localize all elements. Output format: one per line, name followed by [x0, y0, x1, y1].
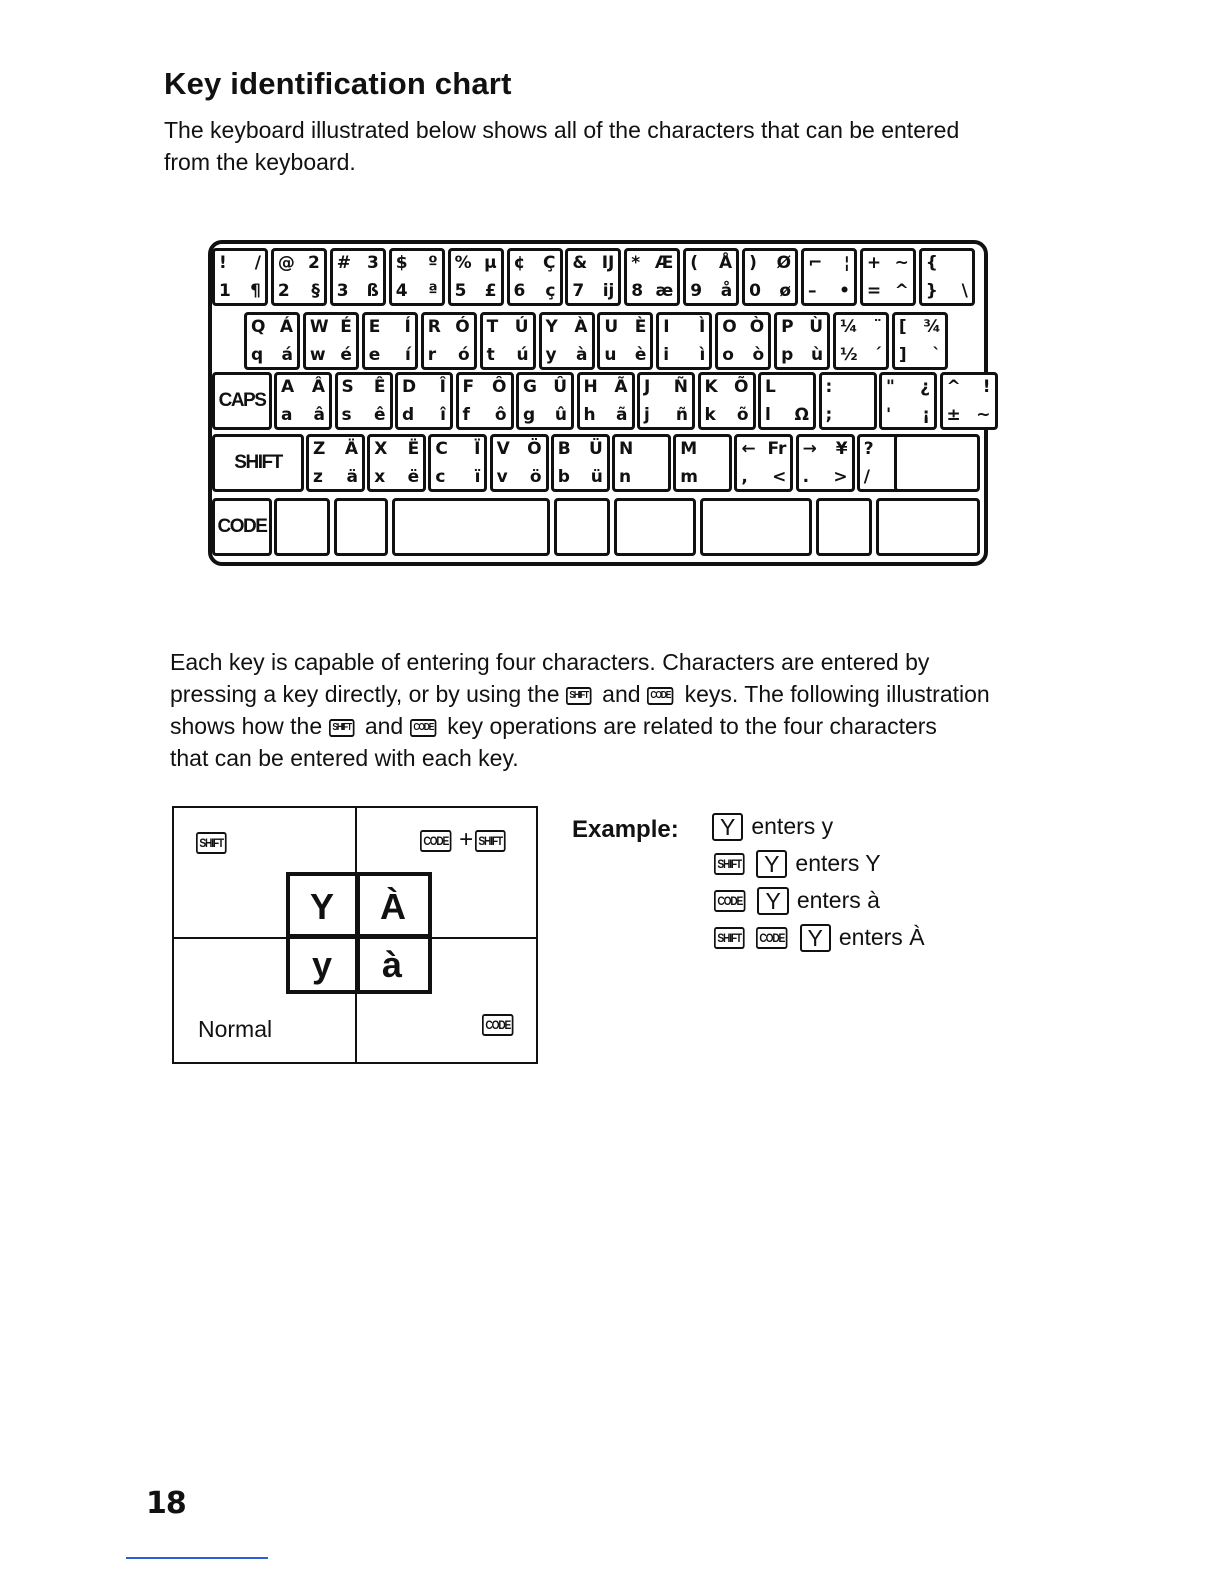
- desc-line-4: that can be entered with each key.: [170, 745, 519, 771]
- desc-line-3-and: and: [364, 713, 404, 739]
- key-char-br: ç: [545, 281, 556, 301]
- key-cap: [565, 248, 621, 306]
- key-char-br: õ: [736, 405, 749, 425]
- key-char-bl: =: [866, 281, 882, 301]
- key-char-tl: K: [704, 377, 718, 397]
- blank-key: [614, 498, 696, 556]
- key-char-br: é: [340, 345, 352, 365]
- key-char-bl: i: [663, 345, 670, 365]
- blank-key: [894, 434, 980, 492]
- keyboard-illustration: [208, 240, 991, 566]
- key-char-bl: c: [435, 467, 446, 487]
- sample-key-divider-h: [290, 934, 428, 937]
- shift-key-icon: SHIFT: [329, 719, 354, 737]
- key-char-tl: U: [604, 317, 619, 337]
- code-key-icon: CODE: [647, 687, 674, 705]
- key-char-tr: º: [428, 253, 438, 273]
- key-cap: [428, 434, 487, 492]
- key-char-tr: ~: [894, 253, 909, 273]
- shift-key-icon: SHIFT: [475, 830, 505, 852]
- example-text-1: enters y: [751, 813, 834, 840]
- key-char-br: ö: [529, 467, 542, 487]
- key-char-tl: N: [619, 439, 634, 459]
- key-cap: [758, 372, 816, 430]
- key-char-br: ß: [366, 281, 379, 301]
- key-char-bl: /: [863, 467, 871, 487]
- desc-line-2-and: and: [602, 681, 641, 707]
- key-char-bl: 7: [572, 281, 585, 301]
- key-char-br: >: [833, 467, 848, 487]
- key-char-br: à: [576, 345, 588, 365]
- key-char-tl: ←: [741, 439, 756, 459]
- key-char-tl: Q: [251, 317, 266, 337]
- key-char-bl: 9: [690, 281, 703, 301]
- key-char-bl: p: [781, 345, 794, 365]
- intro-paragraph: [164, 114, 1064, 178]
- key-char-tr: Ë: [407, 439, 420, 459]
- intro-line-1: The keyboard illustrated below shows all of the characters that can be entered: [164, 117, 960, 143]
- desc-line-2-start: pressing a key directly, or by using the: [170, 681, 560, 707]
- example-line-3: [714, 886, 880, 915]
- key-char-tl: T: [486, 317, 499, 337]
- key-char-bl: h: [583, 405, 596, 425]
- key-cap: [480, 312, 536, 370]
- key-char-tl: #: [336, 253, 352, 273]
- desc-line-2: [170, 678, 1060, 710]
- key-char-tr: Á: [279, 317, 293, 337]
- key-char-bl: 1: [219, 281, 231, 301]
- example-text-3: enters à: [796, 887, 880, 914]
- key-char-br: æ: [655, 281, 674, 301]
- key-char-br: è: [634, 345, 647, 365]
- sample-key-divider-v: [357, 876, 360, 990]
- blank-key: [274, 498, 330, 556]
- key-char-tl: ¢: [513, 253, 526, 273]
- example-line-1: [712, 812, 833, 841]
- key-cap: [715, 312, 771, 370]
- key-char-tl: $: [395, 253, 408, 273]
- key-char-bl: ±: [946, 405, 961, 425]
- blank-key: [876, 498, 980, 556]
- key-char-tr: 2: [308, 253, 320, 273]
- key-cap: [819, 372, 877, 430]
- key-char-tr: Fr: [767, 439, 787, 459]
- key-char-tr: È: [634, 317, 647, 337]
- key-char-bl: 8: [631, 281, 644, 301]
- key-cap: [833, 312, 889, 370]
- example-text-4: enters À: [838, 924, 925, 951]
- key-char-tl: H: [583, 377, 598, 397]
- key-cap: [801, 248, 857, 306]
- key-char-bl: 5: [454, 281, 467, 301]
- key-char-bl: 0: [749, 281, 761, 301]
- key-cap: [539, 312, 595, 370]
- key-char-tl: Y: [545, 317, 558, 337]
- key-char-br: ä: [346, 467, 358, 487]
- key-char-tl: X: [374, 439, 388, 459]
- key-cap: [742, 248, 798, 306]
- key-char-br: §: [311, 281, 320, 301]
- blank-key: [816, 498, 872, 556]
- key-char-br: ~: [976, 405, 991, 425]
- key-char-bl: n: [619, 467, 632, 487]
- example-label: Example:: [572, 816, 679, 843]
- key-char-tl: F: [462, 377, 475, 397]
- code-key-icon: CODE: [714, 890, 746, 912]
- key-char-bl: z: [313, 467, 323, 487]
- key-char-tr: Ü: [588, 439, 603, 459]
- key-char-tr: ¥: [835, 439, 848, 459]
- blank-key: [334, 498, 388, 556]
- modifier-key-label: SHIFT: [234, 452, 282, 473]
- key-char-bl: l: [765, 405, 771, 425]
- key-char-tl: J: [644, 377, 651, 397]
- key-char-br: ó: [458, 345, 470, 365]
- example-line-2: [714, 849, 881, 878]
- key-char-bl: ;: [825, 405, 833, 425]
- key-cap: [456, 372, 514, 430]
- y-key-icon: Y: [800, 924, 831, 952]
- key-char-tr: µ: [484, 253, 497, 273]
- key-char-tr: Ç: [543, 253, 556, 273]
- key-char-tr: ¦: [843, 253, 850, 273]
- key-char-tl: [: [898, 317, 907, 337]
- key-char-tl: C: [435, 439, 448, 459]
- key-char-tr: Ø: [776, 253, 792, 273]
- key-char-tl: O: [722, 317, 737, 337]
- desc-line-3-end: key operations are related to the four characters: [447, 713, 937, 739]
- key-char-bl: 4: [395, 281, 408, 301]
- key-char-tr: Ã: [614, 377, 628, 397]
- key-char-bl: f: [462, 405, 470, 425]
- key-cap: [367, 434, 426, 492]
- key-char-br: ù: [810, 345, 824, 365]
- key-char-tl: L: [765, 377, 776, 397]
- caps-key: [212, 372, 272, 430]
- key-cap: [673, 434, 732, 492]
- example-text-2: enters Y: [795, 850, 881, 877]
- key-cap: [774, 312, 830, 370]
- key-char-tl: ¼: [840, 317, 858, 337]
- key-char-tr: IJ: [601, 253, 615, 273]
- key-cap: [940, 372, 998, 430]
- key-cap: [860, 248, 916, 306]
- key-char-br: ¶: [250, 281, 261, 301]
- key-cap: [335, 372, 393, 430]
- key-char-br: í: [404, 345, 411, 365]
- key-cap: [212, 248, 268, 306]
- example-line-4: [714, 923, 925, 952]
- space-key: [392, 498, 550, 556]
- key-char-bl: d: [402, 405, 415, 425]
- key-char-tl: Z: [313, 439, 326, 459]
- key-char-br: ´: [873, 345, 882, 365]
- key-char-bl: v: [496, 467, 508, 487]
- blank-key: [554, 498, 610, 556]
- key-char-br: `: [932, 345, 941, 365]
- key-char-tl: *: [631, 253, 641, 273]
- key-char-tl: →: [802, 439, 817, 459]
- shift-key-icon: SHIFT: [566, 687, 591, 705]
- key-char-bl: g: [523, 405, 536, 425]
- key-char-tl: W: [309, 317, 329, 337]
- key-char-tl: %: [454, 253, 472, 273]
- key-char-tr: É: [340, 317, 352, 337]
- key-char-tl: :: [825, 377, 833, 397]
- key-char-tl: @: [277, 253, 295, 273]
- key-cap: [551, 434, 610, 492]
- key-cap: [597, 312, 653, 370]
- key-char-tr: Ï: [474, 439, 481, 459]
- key-cap: [448, 248, 504, 306]
- lower-normal-char: y: [312, 944, 333, 985]
- key-cap: [612, 434, 671, 492]
- key-char-tl: I: [663, 317, 670, 337]
- desc-line-1: Each key is capable of entering four characters. Characters are entered by: [170, 649, 930, 675]
- key-char-tl: G: [523, 377, 537, 397]
- key-cap: [362, 312, 418, 370]
- key-char-br: \: [961, 281, 968, 301]
- key-char-br: ê: [373, 405, 386, 425]
- key-char-br: ü: [590, 467, 603, 487]
- key-char-bl: ½: [840, 345, 858, 365]
- key-char-br: ij: [602, 281, 615, 301]
- key-char-br: ã: [616, 405, 628, 425]
- key-char-bl: 6: [513, 281, 526, 301]
- key-char-bl: x: [374, 467, 386, 487]
- key-char-tr: Ê: [373, 377, 386, 397]
- key-char-bl: a: [281, 405, 293, 425]
- key-cap: [892, 312, 948, 370]
- key-char-tr: Ò: [749, 317, 765, 337]
- y-key-icon: Y: [712, 813, 743, 841]
- key-cap: [683, 248, 739, 306]
- key-char-br: ô: [494, 405, 507, 425]
- key-char-tl: R: [427, 317, 441, 337]
- key-char-tr: Ù: [809, 317, 824, 337]
- shift-key-icon: SHIFT: [714, 853, 744, 875]
- key-char-tl: (: [690, 253, 698, 273]
- key-char-tr: Â: [311, 377, 325, 397]
- description-paragraph: [170, 646, 1060, 774]
- page-number: 18: [146, 1486, 186, 1521]
- key-char-bl: b: [557, 467, 570, 487]
- key-char-tr: Ì: [698, 317, 706, 337]
- key-cap: [656, 312, 712, 370]
- key-char-tl: E: [368, 317, 381, 337]
- key-cap: [421, 312, 477, 370]
- footer-rule: [126, 1557, 268, 1559]
- key-char-tr: Õ: [734, 377, 749, 397]
- key-char-tr: ¨: [873, 317, 882, 337]
- key-char-br: ø: [779, 281, 792, 301]
- shift-key-icon: SHIFT: [714, 927, 744, 949]
- key-char-bl: s: [341, 405, 352, 425]
- key-char-br: £: [484, 281, 497, 301]
- upper-normal-char: Y: [310, 886, 335, 927]
- key-char-tl: ^: [946, 377, 961, 397]
- blank-key: [700, 498, 812, 556]
- key-char-tl: V: [496, 439, 510, 459]
- key-char-tr: Ö: [527, 439, 542, 459]
- key-char-bl: m: [680, 467, 698, 487]
- key-cap: [395, 372, 453, 430]
- key-char-bl: j: [644, 405, 650, 425]
- key-char-br: å: [720, 281, 733, 301]
- key-char-br: Ω: [794, 405, 809, 425]
- key-char-bl: ': [886, 405, 892, 425]
- key-char-br: ï: [474, 467, 481, 487]
- key-char-bl: t: [486, 345, 495, 365]
- key-char-bl: 2: [277, 281, 290, 301]
- key-cap: [274, 372, 332, 430]
- key-char-br: â: [313, 405, 325, 425]
- key-char-br: ª: [428, 281, 438, 301]
- key-cap: [796, 434, 855, 492]
- modifier-key-label: CODE: [217, 516, 267, 537]
- key-char-tr: 3: [366, 253, 379, 273]
- normal-label: Normal: [198, 1016, 273, 1042]
- key-char-br: ¡: [922, 405, 930, 425]
- key-char-bl: w: [309, 345, 326, 365]
- key-char-tl: ?: [863, 439, 874, 459]
- code-key-icon: CODE: [482, 1014, 514, 1036]
- key-cap: [306, 434, 365, 492]
- key-char-bl: k: [704, 405, 716, 425]
- key-cap: [389, 248, 445, 306]
- key-cap: [879, 372, 937, 430]
- code-key: [212, 498, 272, 556]
- code-key-icon: CODE: [410, 719, 437, 737]
- key-char-br: á: [281, 345, 293, 365]
- key-cap: [271, 248, 327, 306]
- key-char-br: ñ: [675, 405, 688, 425]
- page-heading: Key identification chart: [164, 66, 512, 101]
- key-char-br: ^: [894, 281, 909, 301]
- key-char-tl: M: [680, 439, 698, 459]
- key-char-tr: Æ: [654, 253, 674, 273]
- sample-key-y: [286, 872, 432, 994]
- code-plus-shift-label: [420, 826, 511, 854]
- key-operation-chart: [172, 806, 538, 1064]
- key-char-bl: ]: [898, 345, 907, 365]
- lower-code-char: à: [382, 944, 403, 985]
- key-char-bl: }: [925, 281, 938, 301]
- y-key-icon: Y: [756, 850, 787, 878]
- key-char-br: •: [839, 281, 850, 301]
- key-char-tr: ¿: [920, 377, 930, 397]
- key-char-tr: /: [254, 253, 261, 273]
- key-char-tl: &: [572, 253, 588, 273]
- key-cap: [516, 372, 574, 430]
- key-char-tr: Ô: [492, 377, 507, 397]
- key-char-bl: y: [545, 345, 557, 365]
- key-char-tr: Ó: [455, 317, 470, 337]
- key-char-tl: {: [925, 253, 938, 273]
- key-char-bl: q: [251, 345, 264, 365]
- shift-key-icon: SHIFT: [196, 832, 226, 854]
- key-char-bl: ,: [741, 467, 748, 487]
- key-char-tr: Å: [719, 253, 733, 273]
- key-char-tl: ): [749, 253, 757, 273]
- key-cap: [490, 434, 549, 492]
- key-cap: [303, 312, 359, 370]
- key-char-br: ú: [516, 345, 529, 365]
- key-cap: [734, 434, 793, 492]
- key-char-tl: !: [219, 253, 227, 273]
- key-char-tl: P: [781, 317, 794, 337]
- key-char-bl: o: [722, 345, 734, 365]
- key-char-tl: ": [886, 377, 895, 397]
- key-char-br: <: [772, 467, 787, 487]
- key-cap: [330, 248, 386, 306]
- desc-line-2-end: keys. The following illustration: [684, 681, 990, 707]
- key-char-tl: S: [341, 377, 354, 397]
- plus-sign: +: [459, 826, 474, 853]
- key-char-bl: r: [427, 345, 437, 365]
- key-cap: [244, 312, 300, 370]
- desc-line-3: [170, 710, 1060, 742]
- desc-line-3-start: shows how the: [170, 713, 323, 739]
- key-char-bl: –: [808, 281, 817, 301]
- key-char-tr: !: [982, 377, 991, 397]
- key-char-br: û: [554, 405, 567, 425]
- key-cap: [637, 372, 695, 430]
- code-key-icon: CODE: [420, 830, 452, 852]
- key-char-br: ë: [407, 467, 420, 487]
- key-char-tr: Ú: [514, 317, 529, 337]
- key-char-tl: A: [281, 377, 295, 397]
- upper-code-char: À: [380, 886, 406, 927]
- key-char-br: ò: [752, 345, 765, 365]
- shift-key: [212, 434, 304, 492]
- key-char-tl: D: [402, 377, 417, 397]
- key-cap: [698, 372, 756, 430]
- key-char-tr: ¾: [923, 317, 941, 337]
- key-char-tl: B: [557, 439, 571, 459]
- key-cap: [507, 248, 563, 306]
- key-cap: [919, 248, 975, 306]
- key-char-tr: À: [574, 317, 588, 337]
- key-cap: [624, 248, 680, 306]
- code-key-icon: CODE: [756, 927, 788, 949]
- key-char-br: î: [440, 405, 446, 425]
- key-char-tl: ⌐: [808, 253, 823, 273]
- y-key-icon: Y: [757, 887, 788, 915]
- key-char-tr: Î: [439, 377, 446, 397]
- key-char-bl: 3: [336, 281, 349, 301]
- key-char-bl: .: [802, 467, 810, 487]
- key-char-tl: +: [866, 253, 882, 273]
- modifier-key-label: CAPS: [218, 390, 266, 411]
- intro-line-2: from the keyboard.: [164, 149, 356, 175]
- key-char-tr: Í: [404, 317, 411, 337]
- key-cap: [577, 372, 635, 430]
- key-char-tr: Û: [553, 377, 567, 397]
- key-char-tr: Ñ: [673, 377, 688, 397]
- key-char-br: ì: [699, 345, 706, 365]
- key-char-tr: Ä: [344, 439, 358, 459]
- key-char-bl: u: [604, 345, 617, 365]
- key-char-bl: e: [368, 345, 381, 365]
